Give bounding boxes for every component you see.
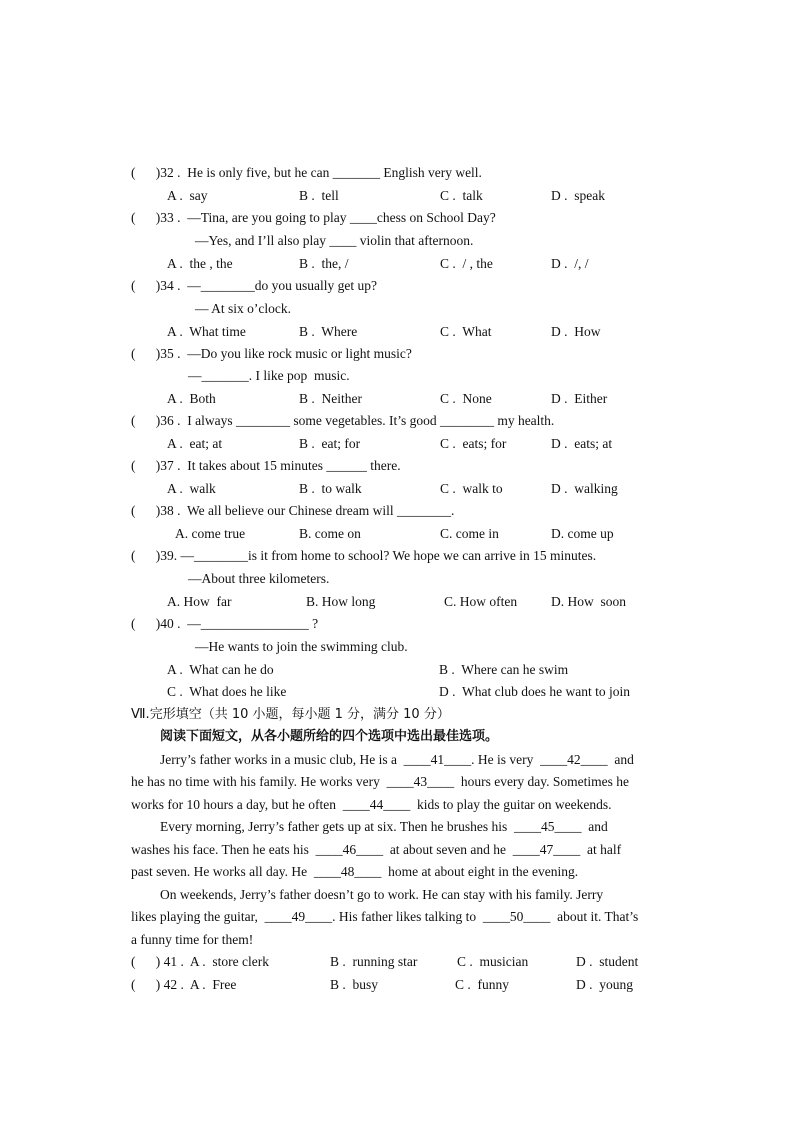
q41-stem[interactable]: ( ) 41 . A . store clerk [131,954,269,969]
q33-option-d[interactable]: D . /, / [551,256,589,271]
q37-option-c[interactable]: C . walk to [440,481,503,496]
q33-stem-reply: —Yes, and I’ll also play ____ violin that afternoon. [195,233,474,248]
q39-option-c[interactable]: C. How often [444,594,518,609]
q36-option-c[interactable]: C . eats; for [440,436,507,451]
q35-stem: ( )35 . —Do you like rock music or light music? [131,346,412,361]
q38-stem: ( )38 . We all believe our Chinese dream will ________. [131,503,455,518]
q35-option-d[interactable]: D . Either [551,391,608,406]
q42-option-c[interactable]: C . funny [455,977,509,992]
q40-option-b[interactable]: B . Where can he swim [439,662,569,677]
passage-line-2: he has no time with his family. He works very ____43____ hours every day. Sometimes he [131,774,630,789]
q38-option-a[interactable]: A. come true [175,526,246,541]
q35-option-b[interactable]: B . Neither [299,391,362,406]
q34-option-a[interactable]: A . What time [167,324,246,339]
section-7-instruction: 阅读下面短文，从各小题所给的四个选项中选出最佳选项。 [160,729,499,744]
passage-line-1: Jerry’s father works in a music club, He is a ____41____. He is very ____42____ and [160,752,634,767]
q36-option-d[interactable]: D . eats; at [551,436,613,451]
q35-stem-reply: —_______. I like pop music. [188,368,350,383]
q38-option-b[interactable]: B. come on [299,526,361,541]
q42-option-d[interactable]: D . young [576,977,633,992]
q33-stem: ( )33 . —Tina, are you going to play ____chess on School Day? [131,210,496,225]
q40-option-c[interactable]: C . What does he like [167,684,287,699]
passage-line-4: Every morning, Jerry’s father gets up at six. Then he brushes his ____45____ and [160,819,608,834]
q36-option-b[interactable]: B . eat; for [299,436,361,451]
q40-stem-reply: —He wants to join the swimming club. [195,639,408,654]
q32-option-d[interactable]: D . speak [551,188,605,203]
q34-stem-reply: — At six o’clock. [195,301,291,316]
q41-option-b[interactable]: B . running star [330,954,418,969]
q35-option-a[interactable]: A . Both [167,391,216,406]
q40-option-a[interactable]: A . What can he do [167,662,274,677]
q42-option-b[interactable]: B . busy [330,977,379,992]
q39-stem-reply: —About three kilometers. [188,571,330,586]
passage-line-3: works for 10 hours a day, but he often ____44____ kids to play the guitar on weekends. [131,797,612,812]
passage-line-5: washes his face. Then he eats his ____46____ at about seven and he ____47____ at half [131,842,622,857]
q40-stem: ( )40 . —________________ ? [131,616,319,631]
q41-option-d[interactable]: D . student [576,954,639,969]
q39-option-d[interactable]: D. How soon [551,594,627,609]
q37-option-b[interactable]: B . to walk [299,481,362,496]
q34-option-d[interactable]: D . How [551,324,601,339]
q42-stem[interactable]: ( ) 42 . A . Free [131,977,237,992]
passage-line-8: likes playing the guitar, ____49____. His father likes talking to ____50____ about it. That’s [131,909,639,924]
q37-stem: ( )37 . It takes about 15 minutes ______ there. [131,458,401,473]
q33-option-c[interactable]: C . / , the [440,256,493,271]
section-7-title: Ⅶ.完形填空（共 10 小题，每小题 1 分，满分 10 分） [131,707,450,722]
passage-line-6: past seven. He works all day. He ____48____ home at about eight in the evening. [131,864,579,879]
q34-stem: ( )34 . —________do you usually get up? [131,278,377,293]
q38-option-c[interactable]: C. come in [440,526,499,541]
q32-stem: ( )32 . He is only five, but he can _______ English very well. [131,165,482,180]
q41-option-c[interactable]: C . musician [457,954,529,969]
q40-option-d[interactable]: D . What club does he want to join [439,684,630,699]
q32-option-c[interactable]: C . talk [440,188,483,203]
q39-option-b[interactable]: B. How long [306,594,376,609]
q32-option-a[interactable]: A . say [167,188,208,203]
q38-option-d[interactable]: D. come up [551,526,614,541]
q32-option-b[interactable]: B . tell [299,188,339,203]
q39-stem: ( )39. —________is it from home to school? We hope we can arrive in 15 minutes. [131,548,597,563]
q39-option-a[interactable]: A. How far [167,594,232,609]
q34-option-b[interactable]: B . Where [299,324,358,339]
q33-option-b[interactable]: B . the, / [299,256,349,271]
passage-line-7: On weekends, Jerry’s father doesn’t go to work. He can stay with his family. Jerry [160,887,604,902]
q37-option-a[interactable]: A . walk [167,481,216,496]
q33-option-a[interactable]: A . the , the [167,256,233,271]
q34-option-c[interactable]: C . What [440,324,492,339]
q35-option-c[interactable]: C . None [440,391,492,406]
q36-stem: ( )36 . I always ________ some vegetables. It’s good ________ my health. [131,413,555,428]
passage-line-9: a funny time for them! [131,932,254,947]
q36-option-a[interactable]: A . eat; at [167,436,223,451]
q37-option-d[interactable]: D . walking [551,481,618,496]
